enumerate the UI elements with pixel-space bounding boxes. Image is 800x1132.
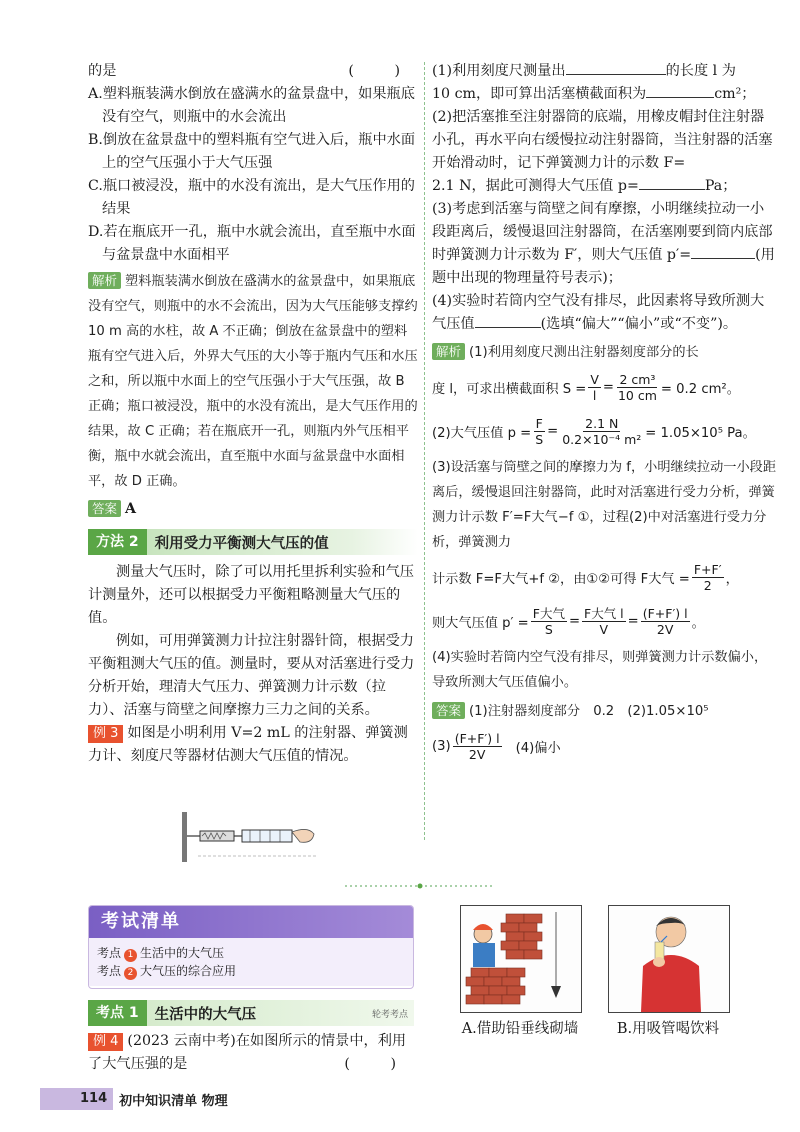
kaodian-note: 轮考考点 — [371, 1009, 408, 1020]
frac-pp-2 — [582, 606, 626, 637]
frac-v-l — [588, 372, 601, 403]
question-tail — [88, 60, 418, 83]
formula-pressure-head: (2)大气压值 p = — [432, 425, 532, 441]
q1-text-b: 的长度 l 为 — [665, 63, 736, 79]
frac-values — [616, 372, 659, 403]
question-3 — [432, 198, 777, 290]
right-analysis-tag: 解析 — [432, 343, 465, 360]
frac-answer-3 — [453, 731, 502, 762]
q4-blank[interactable] — [475, 314, 541, 328]
formula-pressure: (2)大气压值 p = $\frac{F}{S}$ = $\frac{2.1 N}{\text{0.2×10⁻⁴ m²}}$ = 1.05×10⁵ Pa。 — [432, 415, 756, 447]
q4-text: (4)实验时若筒内空气没有排尽，此因素将导致所测大气压值 — [432, 293, 765, 332]
hand-icon — [292, 829, 314, 842]
frac-pp-3 — [641, 606, 690, 637]
q2-text-c: Pa； — [704, 178, 737, 194]
right-column — [432, 60, 777, 768]
checklist-item-label: 大气压的综合应用 — [140, 964, 237, 978]
right-analysis-3: (3)设活塞与筒壁之间的摩擦力为 f，小明继续拉动一小段距离后，缓慢退回注射器筒，此时对活塞进行受力分析，弹簧测力计示数 F′=F大气−f ①，过程(2)中对活塞进行受力分析，弹簧测力 — [432, 460, 777, 550]
checklist-body — [89, 938, 413, 986]
frac-num: V — [590, 371, 599, 387]
example-4 — [88, 1030, 414, 1076]
q3-blank[interactable] — [691, 245, 755, 259]
frac-den: V — [599, 621, 609, 637]
option-d: D.若在瓶底开一孔，瓶中水就会流出，直至瓶中水面与盆景盘中水面相平 — [88, 224, 416, 263]
example-3 — [88, 722, 418, 768]
formula-pressure-tail: = 1.05×10⁵ Pa。 — [645, 425, 756, 441]
formula-force-tail: ， — [725, 571, 739, 587]
frac-force — [692, 562, 724, 593]
column-divider — [424, 62, 425, 840]
answer-tag: 答案 — [88, 500, 121, 517]
formula-force — [432, 555, 777, 599]
figure-b — [608, 905, 730, 1013]
checklist-prefix: 考点 — [97, 964, 122, 978]
checklist-prefix: 考点 — [97, 946, 122, 960]
frac-den: 10 cm — [617, 387, 657, 403]
formula-pp-end: 。 — [691, 615, 705, 631]
checklist-title: 考试清单 — [89, 906, 413, 938]
left-column — [88, 60, 418, 768]
q1-text-c: 10 cm，即可算出活塞横截面积为 — [432, 86, 647, 102]
right-answer-row — [432, 699, 777, 724]
example-3-tag: 例 3 — [88, 725, 123, 743]
frac-pressure-values — [560, 416, 643, 447]
answer-row — [88, 498, 418, 521]
right-answer-tag: 答案 — [432, 702, 465, 719]
formula-pp-head: 则大气压值 p′ = — [432, 615, 529, 631]
wall-mount — [182, 812, 187, 862]
question-1-cont — [432, 83, 777, 106]
syringe-figure — [180, 808, 320, 864]
frac-den: 0.2×10⁻⁴ m² — [562, 431, 642, 447]
answer-value: A — [125, 501, 137, 517]
frac-den: S — [544, 621, 553, 637]
checklist-number: 2 — [124, 967, 137, 980]
q2-text-b: 2.1 N，据此可测得大气压值 p= — [432, 178, 639, 194]
frac-num: F+F′ — [693, 561, 722, 577]
kaodian-header — [88, 1000, 414, 1026]
right-answer-3-label: (3) — [432, 738, 451, 754]
brick-wall-illustration — [461, 906, 581, 1012]
q4-text-b: (选填“偏大”“偏小”或“不变”)。 — [540, 316, 738, 332]
kaodian-tag: 考点 1 — [88, 1000, 147, 1026]
formula-area: 度 l，可求出横截面积 S = $\frac{V}{l}$ = $\frac{\text{2 cm³}}{10 cm}$ = 0.2 cm²。 — [432, 371, 740, 403]
checklist-item-label: 生活中的大气压 — [140, 946, 225, 960]
analysis-text: 塑料瓶装满水倒放在盛满水的盆景盘中，如果瓶底没有空气，则瓶中的水不会流出，因为大气压能够支撑约 10 m 高的水柱，故 A 不正确；倒放在盆景盘中的塑料瓶有空气进入后，外界大气压的大小等于瓶内气压和水压之和，所以瓶中水面上的空气压强小于大气压强，故 B 正确；瓶口被浸没，瓶中的水没有流出，是大气压作用的结果，故 C 正确；若在瓶底开一孔，则瓶内外气压相平衡，瓶中水就会流出，直至瓶中水面与盆景盘中水面相平，故 D 正确。 — [88, 274, 418, 489]
option-a: A.塑料瓶装满水倒放在盛满水的盆景盘中，如果瓶底没有空气，则瓶中的水会流出 — [88, 86, 415, 125]
formula-pressure-prime: 则大气压值 p′ = $\frac{\text{F大气}}{S}$ = $\frac{\text{F大气 l}}{V}$ = $\frac{(F+F') l}{2V}$ 。 — [432, 605, 705, 637]
page-number: 114 — [40, 1088, 113, 1110]
checklist-item-2[interactable] — [97, 962, 405, 980]
question-2 — [432, 106, 777, 175]
option-b: B.倒放在盆景盘中的塑料瓶有空气进入后，瓶中水面上的空气压强小于大气压强 — [88, 132, 416, 171]
frac-num: (F+F′) l — [642, 605, 688, 621]
checklist-item-1[interactable] — [97, 944, 405, 962]
q1-text-d: cm²； — [714, 86, 756, 102]
formula-area-tail: = 0.2 cm²。 — [660, 381, 740, 397]
exam-checklist — [88, 905, 414, 989]
boy-drinking-illustration — [609, 906, 729, 1012]
frac-num: (F+F′) l — [454, 730, 500, 746]
frac-num: 2.1 N — [585, 415, 619, 431]
right-answer-4: (4)偏小 — [515, 740, 561, 756]
right-analysis-1-text: (1)利用刻度尺测出注射器刻度部分的长 — [469, 345, 699, 360]
method-paragraph-1: 测量大气压时，除了可以用托里拆利实验和气压计测量外，还可以根据受力平衡粗略测量大气压的值。 — [88, 564, 414, 626]
q1-text-a: (1)利用刻度尺测量出 — [432, 63, 566, 79]
question-4 — [432, 290, 777, 336]
syringe-barrel — [242, 830, 292, 842]
question-1 — [432, 60, 777, 83]
frac-den: 2V — [656, 621, 674, 637]
answer-paren: ( ) — [348, 63, 418, 79]
right-answer-row-2 — [432, 724, 777, 768]
right-analysis-4: (4)实验时若筒内空气没有排尽，则弹簧测力计示数偏小，导致所测大气压值偏小。 — [432, 650, 768, 690]
formula-force-head: 计示数 F=F大气+f ②，由①②可得 F大气 = — [432, 571, 690, 587]
frac-den: l — [592, 387, 597, 403]
frac-num: F大气 l — [584, 605, 624, 621]
q2-blank[interactable] — [639, 176, 705, 190]
caption-a: A.借助铅垂线砌墙 — [461, 1021, 579, 1037]
page-footer — [40, 1088, 228, 1110]
frac-den: 2V — [468, 746, 486, 762]
right-analysis-1 — [432, 340, 777, 365]
question-2-cont — [432, 175, 777, 198]
frac-pp-1 — [531, 606, 567, 637]
example-3-text: 如图是小明利用 V=2 mL 的注射器、弹簧测力计、刻度尺等器材估测大气压值的情况。 — [88, 725, 408, 764]
q3-text: (3)考虑到活塞与筒壁之间有摩擦，小明继续拉动一小段距离后，缓慢退回注射器筒，在活塞刚要到筒内底部时弹簧测力计示数为 F′，则大气压值 p′= — [432, 201, 773, 263]
checklist-number: 1 — [124, 949, 137, 962]
method-paragraph-2: 例如，可用弹簧测力计拉注射器针筒，根据受力平衡粗测大气压的值。测量时，要从对活塞进行受力分析开始，理清大气压力、弹簧测力计示数（拉力）、活塞与筒壁之间摩擦力三力之间的关系。 — [88, 633, 415, 718]
frac-f-s — [533, 416, 545, 447]
frac-num: F大气 — [532, 605, 565, 621]
q3-text-b: (用题中出现的物理量符号表示)； — [432, 247, 775, 286]
figure-a — [460, 905, 582, 1013]
right-answer-1: (1)注射器刻度部分 0.2 (2)1.05×10⁵ — [469, 704, 709, 719]
section-divider — [345, 883, 495, 889]
analysis-block — [88, 269, 418, 494]
frac-num: 2 cm³ — [619, 371, 656, 387]
option-c: C.瓶口被浸没，瓶中的水没有流出，是大气压作用的结果 — [88, 178, 415, 217]
example-4-text: (2023 云南中考)在如图所示的情景中，利用了大气压强的是 — [88, 1033, 407, 1072]
frac-den: 2 — [703, 577, 712, 593]
red-shirt — [641, 955, 701, 1012]
caption-b: B.用吸管喝饮料 — [616, 1021, 720, 1037]
example-4-paren: ( ) — [344, 1056, 414, 1072]
question-tail-text: 的是 — [88, 63, 117, 79]
analysis-tag: 解析 — [88, 272, 121, 289]
book-title: 初中知识清单 物理 — [119, 1093, 228, 1109]
frac-num: F — [535, 415, 543, 431]
formula-area-head: 度 l，可求出横截面积 S = — [432, 381, 587, 397]
q1-blank-1[interactable] — [566, 61, 666, 75]
method-tag: 方法 2 — [88, 529, 147, 555]
frac-den: S — [535, 431, 544, 447]
q2-text: (2)把活塞推至注射器筒的底端，用橡皮帽封住注射器小孔，再水平向右缓慢拉动注射器筒，当注射器的活塞开始滑动时，记下弹簧测力计的示数 F= — [432, 109, 773, 171]
kaodian-title: 生活中的大气压 — [154, 1006, 257, 1023]
method-title: 利用受力平衡测大气压的值 — [154, 535, 329, 552]
method-header — [88, 529, 418, 555]
q1-blank-2[interactable] — [646, 84, 714, 98]
example-4-tag: 例 4 — [88, 1033, 123, 1051]
